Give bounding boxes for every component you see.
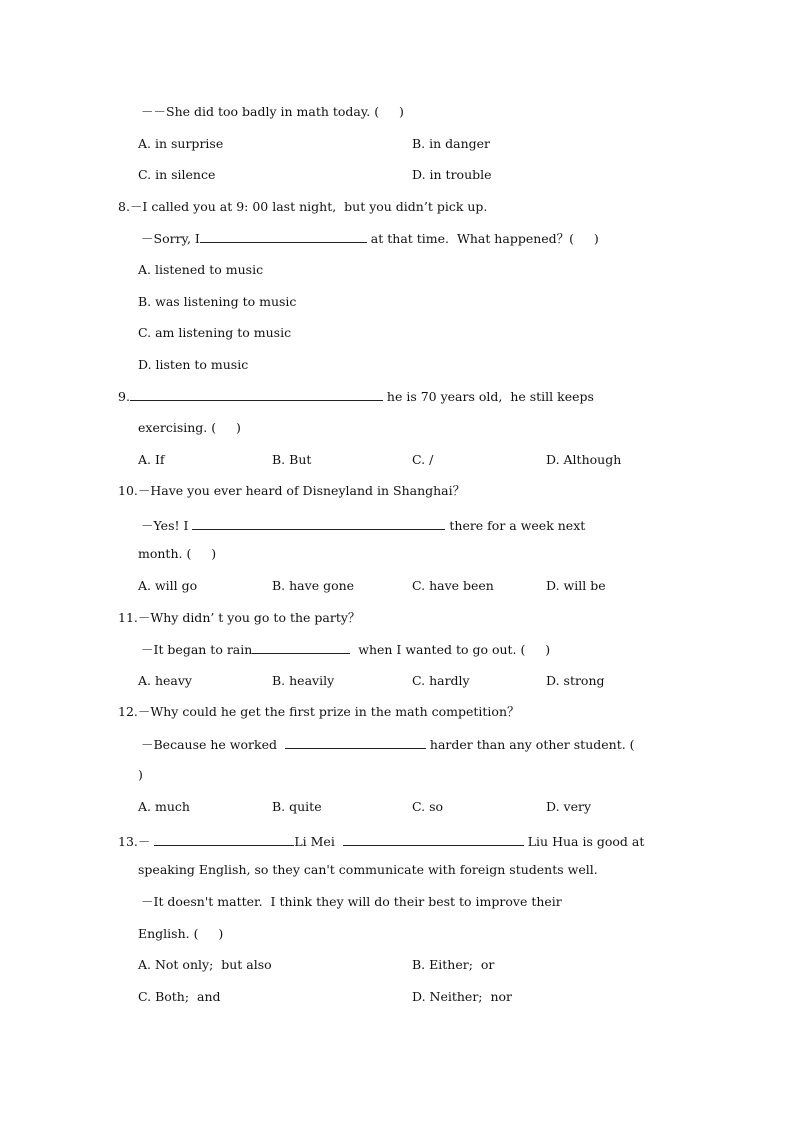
q9-option-c[interactable]: C. / <box>412 452 434 467</box>
q12-response-cont: ) <box>138 767 143 782</box>
q13-option-d[interactable]: D. Neither; nor <box>412 989 513 1004</box>
q11-option-d[interactable]: D. strong <box>546 673 605 688</box>
q11-response-after: when I wanted to go out. ( ) <box>350 642 551 657</box>
q12-option-d[interactable]: D. very <box>546 799 592 814</box>
q10-option-c[interactable]: C. have been <box>412 578 494 593</box>
q11-prompt: 11.－Why didn’ t you go to the party？ <box>118 610 361 625</box>
q10-answer-blank[interactable] <box>192 517 445 530</box>
q11-option-c[interactable]: C. hardly <box>412 673 470 688</box>
q13-response-cont: English. ( ) <box>138 926 224 941</box>
q12-prompt: 12.－Why could he get the first prize in the math competition？ <box>118 704 520 719</box>
q11-option-a[interactable]: A. heavy <box>138 673 192 688</box>
q8-response <box>141 230 599 246</box>
q8-prompt: 8.－I called you at 9: 00 last night, but you didn’t pick up. <box>118 199 488 214</box>
q8-option-c[interactable]: C. am listening to music <box>138 325 292 340</box>
q12-answer-blank[interactable] <box>285 736 426 749</box>
q11-option-b[interactable]: B. heavily <box>272 673 335 688</box>
q12-option-c[interactable]: C. so <box>412 799 444 814</box>
q9-prompt-cont: exercising. ( ) <box>138 420 241 435</box>
q10-option-a[interactable]: A. will go <box>138 578 198 593</box>
q12-response-before: －Because he worked <box>141 737 285 752</box>
q10-response-after: there for a week next <box>445 518 586 533</box>
q9-prompt-after: he is 70 years old, he still keeps <box>382 389 594 404</box>
q13-prompt <box>118 833 644 849</box>
q8-option-a[interactable]: A. listened to music <box>138 262 264 277</box>
q8-option-b[interactable]: B. was listening to music <box>138 294 297 309</box>
q8-response-before: －Sorry, I <box>141 231 200 246</box>
q13-number: 13.－ <box>118 834 155 849</box>
q12-option-b[interactable]: B. quite <box>272 799 322 814</box>
q13-response: －It doesn't matter. I think they will do their best to improve their <box>141 894 562 909</box>
q9-option-b[interactable]: B. But <box>272 452 312 467</box>
q12-option-a[interactable]: A. much <box>138 799 190 814</box>
q8-answer-blank[interactable] <box>200 230 367 243</box>
q13-end: Liu Hua is good at <box>523 834 645 849</box>
q7-option-d[interactable]: D. in trouble <box>412 167 492 182</box>
q7-option-a[interactable]: A. in surprise <box>138 136 224 151</box>
q13-answer-blank-2[interactable] <box>343 833 524 846</box>
q8-response-after: at that time. What happened？( ) <box>366 231 599 246</box>
q10-prompt: 10.－Have you ever heard of Disneyland in Shanghai？ <box>118 483 466 498</box>
q9-option-a[interactable]: A. If <box>138 452 165 467</box>
q7-option-b[interactable]: B. in danger <box>412 136 491 151</box>
q11-response-before: －It began to rain <box>141 642 253 657</box>
q13-answer-blank-1[interactable] <box>154 833 294 846</box>
q10-response <box>141 517 585 533</box>
q13-option-c[interactable]: C. Both; and <box>138 989 221 1004</box>
q10-response-before: －Yes! I <box>141 518 193 533</box>
q8-option-d[interactable]: D. listen to music <box>138 357 249 372</box>
q10-response-cont: month. ( ) <box>138 546 217 561</box>
q12-response <box>141 736 635 752</box>
q13-option-b[interactable]: B. Either; or <box>412 957 495 972</box>
q13-prompt-cont: speaking English, so they can't communicate with foreign students well. <box>138 862 598 877</box>
q11-answer-blank[interactable] <box>252 641 350 654</box>
q13-mid: Li Mei <box>294 834 343 849</box>
q7-response: －－She did too badly in math today. ( ) <box>141 104 404 119</box>
q13-option-a[interactable]: A. Not only; but also <box>138 957 272 972</box>
q9-option-d[interactable]: D. Although <box>546 452 622 467</box>
q9-number: 9. <box>118 389 130 404</box>
q10-option-d[interactable]: D. will be <box>546 578 606 593</box>
q12-response-after: harder than any other student. ( <box>425 737 635 752</box>
q9-prompt <box>118 388 594 404</box>
q11-response <box>141 641 550 657</box>
q9-answer-blank[interactable] <box>130 388 383 401</box>
q7-option-c[interactable]: C. in silence <box>138 167 216 182</box>
q10-option-b[interactable]: B. have gone <box>272 578 355 593</box>
